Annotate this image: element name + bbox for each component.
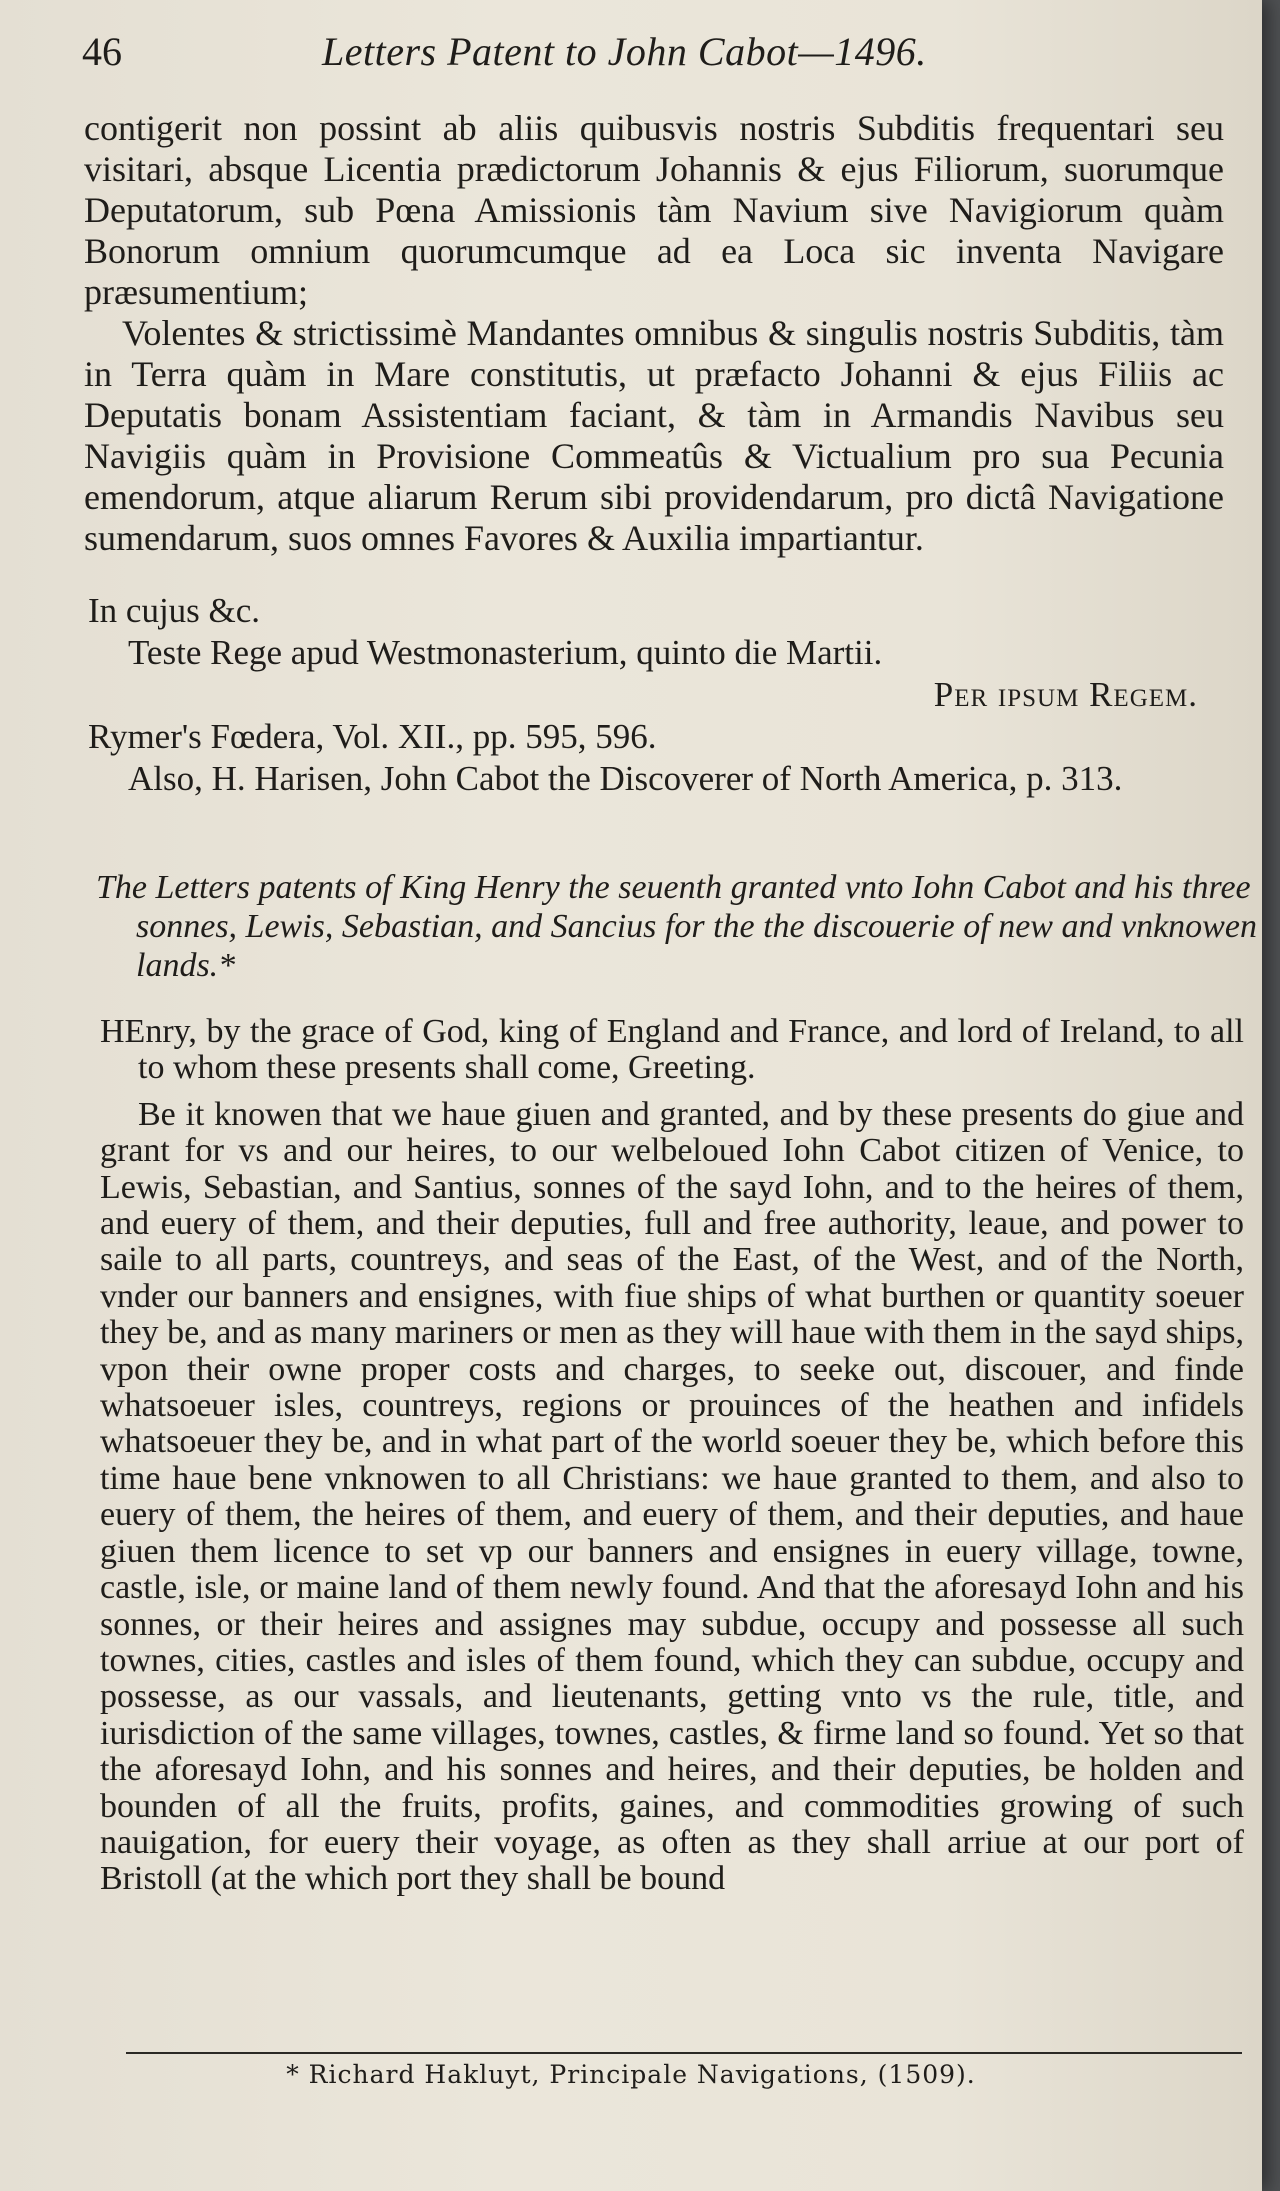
teste-line: Teste Rege apud Westmonasterium, quinto die Martii.	[128, 633, 883, 672]
latin-paragraph-1: contigerit non possint ab aliis quibusvis nostris Subditis frequentari seu visitari, absque Licentia prædictorum Johannis & ejus Filiorum, suorumque Deputatorum, sub Pœna Amissionis tàm Navium sive Navigiorum quàm Bonorum omnium quorumcumque ad ea Loca sic inventa Navigare præsumentium;	[84, 108, 1224, 312]
closing-block	[88, 590, 1218, 800]
in-cujus-line: In cujus &c.	[88, 591, 261, 630]
body-paragraph-1: HEnry, by the grace of God, king of England and France, and lord of Ireland, to all to whom these presents shall come, Greeting.	[100, 1013, 1244, 1087]
letters-patent-body	[100, 1014, 1244, 1898]
latin-text-block	[84, 108, 1224, 559]
letters-patent-heading: The Letters patents of King Henry the seuenth granted vnto Iohn Cabot and his three sonnes, Lewis, Sebastian, and Sancius for the the discouerie of new and vnknowen lands.*	[96, 869, 1257, 984]
body-paragraph-2: Be it knowen that we haue giuen and granted, and by these presents do giue and grant for vs and our heires, to our welbeloued Iohn Cabot citizen of Venice, to Lewis, Sebastian, and Santius, sonnes of the sayd Iohn, and to the heires of them, and euery of them, and their deputies, full and free authority, leaue, and power to saile to all parts, countreys, and seas of the East, of the West, and of the North, vnder our banners and ensignes, with fiue ships of what burthen or quantity soeuer they be, and as many mariners or men as they will haue with them in the sayd ships, vpon their owne proper costs and charges, to seeke out, discouer, and finde whatsoeuer isles, countreys, regions or prouinces of the heathen and infidels whatsoeuer they be, and in what part of the world soeuer they be, which before this time haue bene vnknowen to all Christians: we haue granted to them, and also to euery of them, the heires of them, and euery of them, and their deputies, and haue giuen them licence to set vp our banners and ensignes in euery village, towne, castle, isle, or maine land of them newly found. And that the aforesayd Iohn and his sonnes, or their heires and assignes may subdue, occupy and possesse all such townes, cities, castles and isles of them found, which they can subdue, occupy and possesse, as our vassals, and lieutenants, getting vnto vs the rule, title, and iurisdiction of the same villages, townes, castles, & firme land so found. Yet so that the aforesayd Iohn, and his sonnes and heires, and their deputies, be holden and bounden of all the fruits, profits, gaines, and commodities growing of such nauigation, for euery their voyage, as often as they shall arriue at our port of Bristoll (at the which port they shall be bound	[100, 1095, 1244, 1898]
rymer-source: Rymer's Fœdera, Vol. XII., pp. 595, 596.	[88, 717, 657, 756]
footnote: * Richard Hakluyt, Principale Navigations, (1509).	[286, 2060, 976, 2089]
harisen-source: Also, H. Harisen, John Cabot the Discoverer of North America, p. 313.	[128, 759, 1123, 798]
running-head	[82, 28, 1232, 84]
signature-line: Per ipsum Regem.	[933, 675, 1198, 714]
latin-paragraph-2: Volentes & strictissimè Mandantes omnibus & singulis nostris Subditis, tàm in Terra quàm in Mare constitutis, ut præfacto Johanni & ejus Filiis ac Deputatis bonam Assistentiam faciant, & tàm in Armandis Navibus seu Navigiis quàm in Provisione Commeatûs & Victualium pro sua Pecunia emendorum, atque aliarum Rerum sibi providendarum, pro dictâ Navigatione sumendarum, suos omnes Favores & Auxilia impartiantur.	[84, 313, 1224, 558]
page-number: 46	[82, 29, 122, 74]
footnote-divider	[126, 2052, 1242, 2054]
running-title: Letters Patent to John Cabot—1496.	[322, 29, 927, 74]
